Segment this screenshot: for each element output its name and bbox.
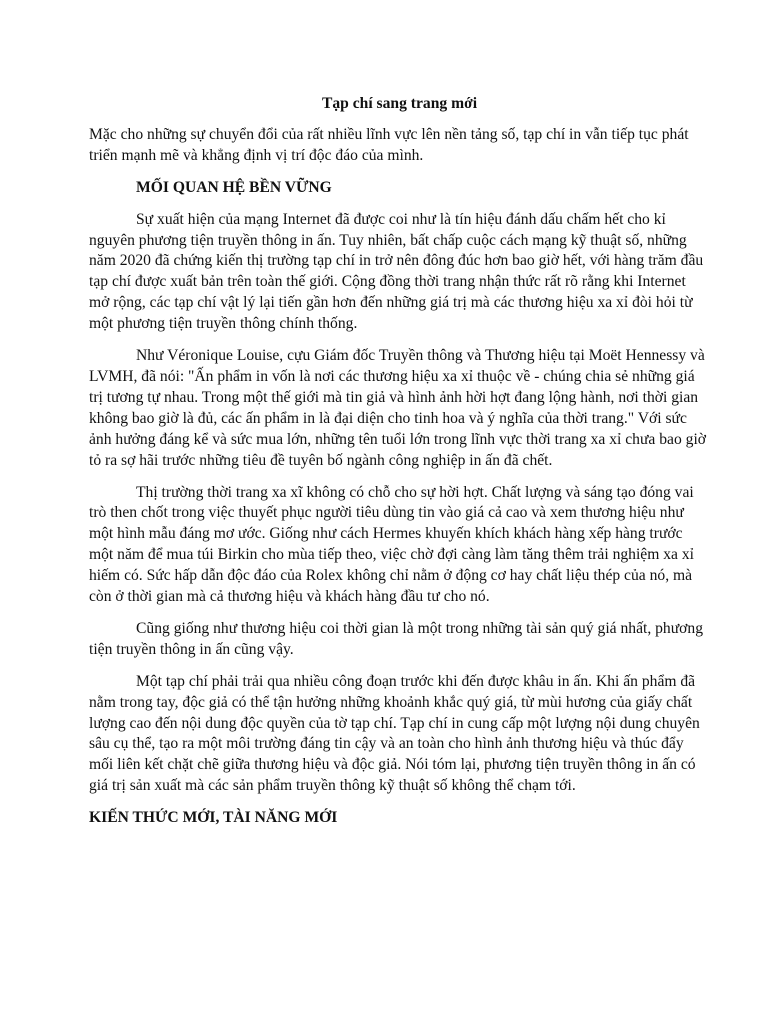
body-paragraph-5: Một tạp chí phải trải qua nhiều công đoạn trước khi đến được khâu in ấn. Khi ấn phẩm đã nằm trong tay, độc giả có thể tận hưởng những khoảnh khắc quý giá, từ mùi hương của giấy chất lượng cao đến nội dung độc quyền của tờ tạp chí. Tạp chí in cung cấp một lượng nội dung chuyên sâu cụ thể, tạo ra một môi trường đáng tin cậy và an toàn cho hình ảnh thương hiệu và thúc đẩy mối liên kết chặt chẽ giữa thương hiệu và độc giả. Nói tóm lại, phương tiện truyền thông in ấn có giá trị sản xuất mà các sản phẩm truyền thông kỹ thuật số không thể chạm tới. (89, 672, 700, 795)
body-paragraph-4: Cũng giống như thương hiệu coi thời gian là một trong những tài sản quý giá nhất, phương tiện truyền thông in ấn cũng vậy. (89, 619, 704, 658)
body-paragraph-2: Như Véronique Louise, cựu Giám đốc Truyền thông và Thương hiệu tại Moët Hennessy và LVMH, đã nói: "Ấn phẩm in vốn là nơi các thương hiệu xa xỉ thuộc về - chúng chia sẻ những giá trị tương tự nhau. Trong một thế giới mà tin giả và hình ảnh hời hợt đang lộng hành, nơi thời gian không bao giờ là đủ, các ấn phẩm in là đại diện cho tinh hoa và ý nghĩa của thời trang." Với sức ảnh hưởng đáng kể và sức mua lớn, những tên tuổi lớn trong lĩnh vực thời trang xa xỉ chưa bao giờ tỏ ra sợ hãi trước những tiêu đề tuyên bố ngành công nghiệp in ấn đã chết. (89, 347, 707, 469)
document-title: Tạp chí sang trang mới (321, 95, 478, 112)
section-heading-1: MỐI QUAN HỆ BỀN VỮNG (136, 178, 332, 196)
body-paragraph-1: Sự xuất hiện của mạng Internet đã được coi như là tín hiệu đánh dấu chấm hết cho kỉ nguyên phương tiện truyền thông in ấn. Tuy nhiên, bất chấp cuộc cách mạng kỹ thuật số, những năm 2020 đã chứng kiến thị trường tạp chí in trở nên đông đúc hơn bao giờ hết, với hàng trăm đầu tạp chí được xuất bản trên toàn thế giới. Cộng đồng thời trang nhận thức rất rõ rằng khi Internet mở rộng, các tạp chí vật lý lại tiến gần hơn đến những giá trị mà các thương hiệu xa xỉ đòi hỏi từ một phương tiện truyền thông chính thống. (89, 210, 704, 333)
intro-paragraph: Mặc cho những sự chuyển đổi của rất nhiều lĩnh vực lên nền tảng số, tạp chí in vẫn tiếp tục phát triển mạnh mẽ và khẳng định vị trí độc đáo của mình. (89, 125, 689, 164)
section-heading-2: KIẾN THỨC MỚI, TÀI NĂNG MỚI (89, 809, 338, 827)
body-paragraph-3: Thị trường thời trang xa xĩ không có chỗ cho sự hời hợt. Chất lượng và sáng tạo đóng vai trò then chốt trong việc thuyết phục người tiêu dùng tin vào giá cả cao và xem thương hiệu như một hình mẫu đáng mơ ước. Giống như cách Hermes khuyến khích khách hàng xếp hàng trước một năm để mua túi Birkin cho mùa tiếp theo, việc chờ đợi càng làm tăng thêm trải nghiệm xa xỉ hiếm có. Sức hấp dẫn độc đáo của Rolex không chỉ nằm ở động cơ hay chất liệu thép của nó, mà còn ở thời gian mà cả thương hiệu và khách hàng đầu tư cho nó. (89, 483, 695, 606)
